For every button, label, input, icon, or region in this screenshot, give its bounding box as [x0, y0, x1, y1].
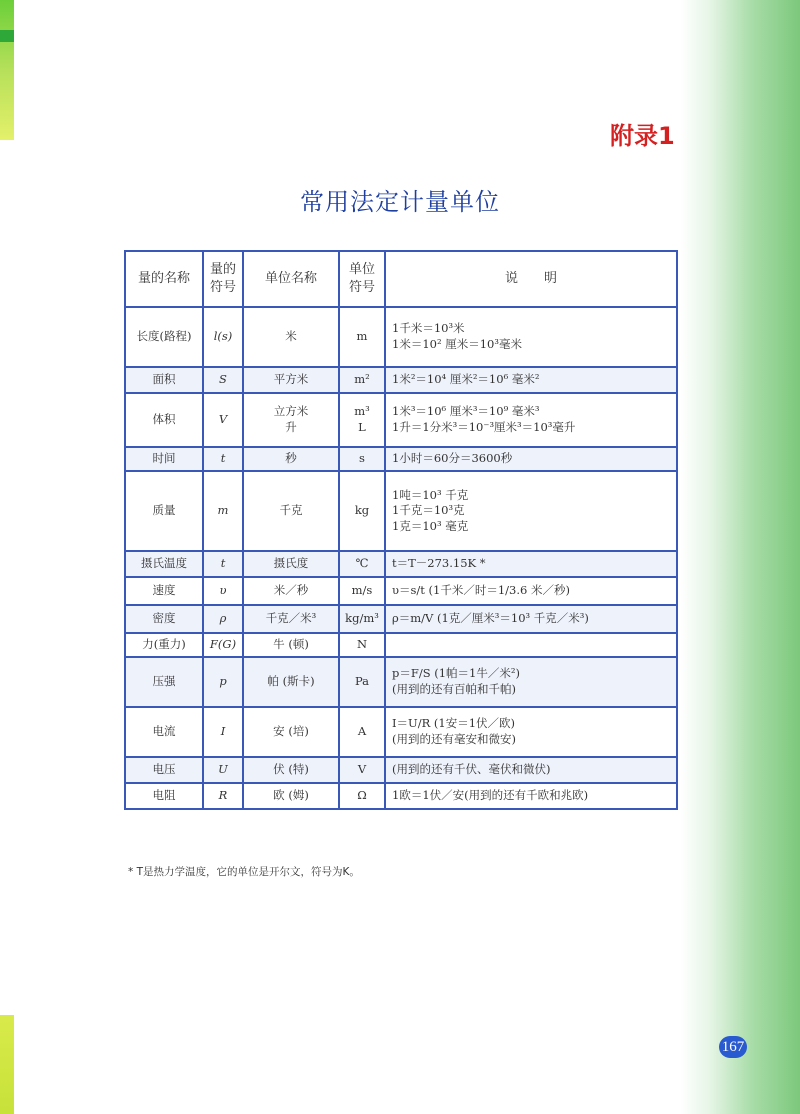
- unit-name-line: 千克／米³: [265, 611, 317, 626]
- unit-name-line: 伏 (特): [273, 762, 309, 777]
- quantity-name-cell: 密度: [125, 605, 203, 633]
- table-row: [125, 367, 677, 393]
- explanation-cell: [385, 367, 677, 393]
- unit-name-line: 牛 (顿): [273, 637, 309, 652]
- unit-symbol-cell: [339, 307, 385, 367]
- table-row: [125, 551, 677, 577]
- quantity-name-cell: 电阻: [125, 783, 203, 809]
- table-row: [125, 783, 677, 809]
- unit-name-cell: [243, 307, 339, 367]
- unit-symbol-cell: [339, 783, 385, 809]
- quantity-symbol-cell: p: [203, 657, 243, 707]
- quantity-symbol-cell: S: [203, 367, 243, 393]
- unit-name-line: 欧 (姆): [273, 788, 309, 803]
- unit-symbol-line: A: [357, 724, 367, 739]
- explanation-line: I＝U/R (1安＝1伏／欧): [392, 716, 516, 731]
- table-row: [125, 707, 677, 757]
- explanation-line: 1吨＝10³ 千克: [392, 487, 469, 502]
- table-header-row: [125, 251, 677, 307]
- unit-name-line: 摄氏度: [273, 556, 309, 571]
- explanation-line: p＝F/S (1帕＝1牛／米²): [392, 666, 520, 681]
- explanation-line: 1升＝1分米³＝10⁻³厘米³＝10³毫升: [392, 420, 576, 434]
- unit-name-line: 平方米: [273, 372, 309, 387]
- unit-name-cell: [243, 393, 339, 447]
- unit-symbol-line: V: [357, 762, 367, 777]
- table-row: [125, 605, 677, 633]
- table-row: [125, 393, 677, 447]
- explanation-cell: [385, 657, 677, 707]
- explanation-cell: [385, 393, 677, 447]
- header-quantity-name: 量的名称: [125, 251, 203, 307]
- quantity-symbol-cell: m: [203, 471, 243, 551]
- unit-name-cell: [243, 657, 339, 707]
- table-row: [125, 307, 677, 367]
- explanation-cell: [385, 447, 677, 471]
- explanation-line: t＝T－273.15K *: [392, 556, 486, 571]
- quantity-symbol-cell: V: [203, 393, 243, 447]
- header-unit-symbol-line: 单位: [348, 262, 375, 278]
- quantity-name-cell: 质量: [125, 471, 203, 551]
- unit-symbol-cell: [339, 757, 385, 783]
- unit-name-cell: [243, 447, 339, 471]
- unit-name-cell: [243, 367, 339, 393]
- quantity-symbol-cell: U: [203, 757, 243, 783]
- units-table: [124, 250, 678, 810]
- unit-symbol-cell: [339, 577, 385, 605]
- table-row: [125, 447, 677, 471]
- header-unit-symbol-line: 符号: [348, 280, 375, 295]
- table-row: [125, 633, 677, 657]
- explanation-cell: [385, 307, 677, 367]
- unit-name-line: 立方米: [273, 404, 309, 419]
- unit-symbol-cell: [339, 605, 385, 633]
- explanation-cell: [385, 783, 677, 809]
- header-unit-name: 单位名称: [243, 251, 339, 307]
- unit-symbol-cell: [339, 633, 385, 657]
- unit-symbol-line: L: [358, 420, 366, 434]
- unit-symbol-line: Ω: [357, 788, 367, 803]
- header-explanation: 说 明: [385, 251, 677, 307]
- unit-symbol-line: Pa: [354, 674, 370, 689]
- appendix-label: 附录1: [610, 122, 675, 150]
- unit-name-cell: [243, 577, 339, 605]
- unit-symbol-line: kg/m³: [345, 611, 379, 626]
- explanation-cell: [385, 707, 677, 757]
- unit-name-line: 米: [285, 329, 297, 344]
- unit-symbol-cell: [339, 471, 385, 551]
- explanation-line: 1米³＝10⁶ 厘米³＝10⁹ 毫米³: [392, 404, 540, 419]
- left-decor-strip-bottom: [0, 1015, 14, 1114]
- unit-name-cell: [243, 707, 339, 757]
- quantity-name-cell: 速度: [125, 577, 203, 605]
- unit-symbol-line: m³: [354, 404, 370, 419]
- unit-symbol-cell: [339, 367, 385, 393]
- right-decor-band: [680, 0, 800, 1114]
- explanation-cell: [385, 551, 677, 577]
- table-row: [125, 757, 677, 783]
- unit-name-cell: [243, 757, 339, 783]
- quantity-name-cell: 面积: [125, 367, 203, 393]
- unit-name-cell: [243, 551, 339, 577]
- explanation-cell: [385, 757, 677, 783]
- quantity-name-cell: 力(重力): [125, 633, 203, 657]
- table-row: [125, 471, 677, 551]
- quantity-symbol-cell: υ: [203, 577, 243, 605]
- page-number: 167: [719, 1036, 747, 1058]
- explanation-line: 1千米＝10³米: [392, 321, 465, 336]
- quantity-symbol-cell: l(s): [203, 307, 243, 367]
- quantity-name-cell: 电流: [125, 707, 203, 757]
- unit-name-line: 米／秒: [273, 583, 309, 598]
- explanation-cell: [385, 605, 677, 633]
- unit-symbol-cell: [339, 551, 385, 577]
- explanation-cell: [385, 633, 677, 657]
- unit-name-line: 安 (培): [273, 724, 309, 739]
- quantity-name-cell: 压强: [125, 657, 203, 707]
- quantity-name-cell: 摄氏温度: [125, 551, 203, 577]
- quantity-symbol-cell: t: [203, 447, 243, 471]
- units-table-body: [125, 307, 677, 809]
- quantity-symbol-cell: I: [203, 707, 243, 757]
- quantity-symbol-cell: ρ: [203, 605, 243, 633]
- unit-name-line: 千克: [279, 503, 303, 518]
- unit-symbol-cell: [339, 657, 385, 707]
- unit-name-line: 升: [285, 420, 297, 434]
- unit-symbol-line: m: [356, 329, 368, 344]
- unit-symbol-line: s: [359, 451, 365, 466]
- unit-symbol-line: m/s: [351, 583, 373, 598]
- explanation-line: 1千克＝10³克: [392, 503, 465, 518]
- explanation-line: υ＝s/t (1千米／时＝1/3.6 米／秒): [392, 583, 570, 598]
- unit-symbol-line: ℃: [355, 556, 369, 571]
- explanation-line: 1欧＝1伏／安(用到的还有千欧和兆欧): [392, 788, 589, 803]
- unit-symbol-line: N: [356, 637, 368, 652]
- explanation-line: 1米＝10² 厘米＝10³毫米: [392, 337, 522, 351]
- unit-symbol-cell: [339, 393, 385, 447]
- header-quantity-symbol-line: 量的: [209, 262, 236, 278]
- header-quantity-symbol-line: 符号: [209, 280, 236, 295]
- left-decor-strip-top: [0, 0, 14, 140]
- quantity-symbol-cell: F(G): [203, 633, 243, 657]
- quantity-name-cell: 长度(路程): [125, 307, 203, 367]
- quantity-name-cell: 电压: [125, 757, 203, 783]
- page-title: 常用法定计量单位: [300, 188, 500, 216]
- unit-name-line: 秒: [285, 451, 297, 466]
- unit-symbol-line: kg: [354, 503, 370, 518]
- unit-name-cell: [243, 471, 339, 551]
- header-quantity-symbol: [203, 251, 243, 307]
- explanation-line: ρ＝m/V (1克／厘米³＝10³ 千克／米³): [392, 611, 589, 626]
- unit-symbol-cell: [339, 447, 385, 471]
- explanation-cell: [385, 471, 677, 551]
- footnote: * T是热力学温度，它的单位是开尔文，符号为K。: [128, 866, 360, 878]
- unit-name-cell: [243, 783, 339, 809]
- header-unit-symbol: [339, 251, 385, 307]
- quantity-symbol-cell: t: [203, 551, 243, 577]
- table-row: [125, 657, 677, 707]
- unit-symbol-cell: [339, 707, 385, 757]
- explanation-cell: [385, 577, 677, 605]
- explanation-line: (用到的还有千伏、毫伏和微伏): [392, 762, 551, 777]
- unit-name-line: 帕 (斯卡): [267, 674, 315, 689]
- explanation-line: 1克＝10³ 毫克: [392, 518, 469, 533]
- quantity-name-cell: 时间: [125, 447, 203, 471]
- unit-name-cell: [243, 605, 339, 633]
- explanation-line: (用到的还有百帕和千帕): [392, 682, 516, 696]
- unit-symbol-line: m²: [354, 372, 370, 387]
- explanation-line: 1小时＝60分＝3600秒: [392, 451, 513, 466]
- quantity-symbol-cell: R: [203, 783, 243, 809]
- quantity-name-cell: 体积: [125, 393, 203, 447]
- unit-name-cell: [243, 633, 339, 657]
- table-row: [125, 577, 677, 605]
- explanation-line: 1米²＝10⁴ 厘米²＝10⁶ 毫米²: [392, 372, 540, 387]
- explanation-line: (用到的还有毫安和微安): [392, 732, 516, 746]
